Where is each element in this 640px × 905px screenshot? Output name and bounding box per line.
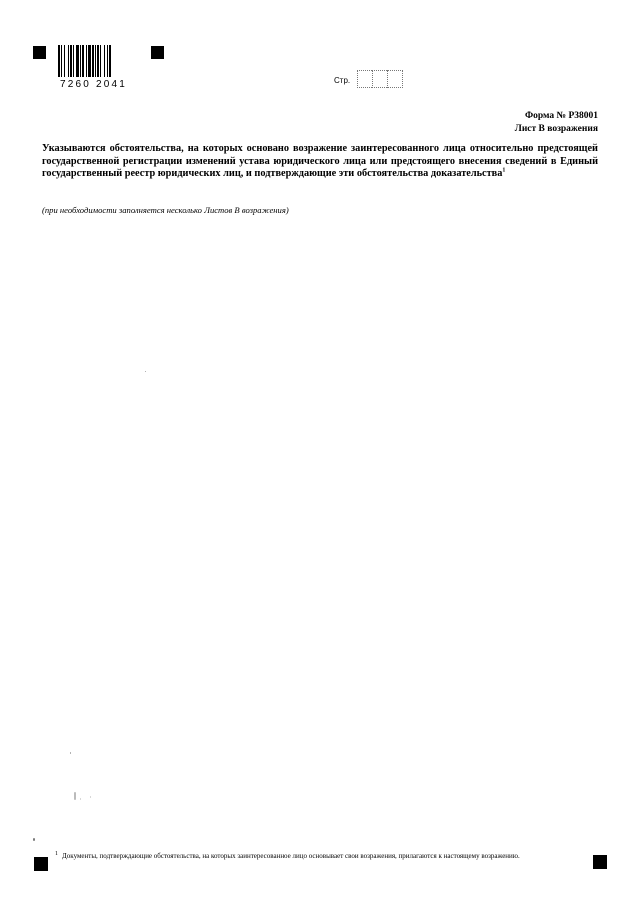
barcode-bar (68, 45, 69, 77)
footnote (55, 851, 572, 861)
barcode-bar (76, 45, 79, 77)
barcode-bar (100, 45, 101, 77)
footnote-mark: 1 (55, 851, 58, 857)
corner-marker-bottom-right (593, 855, 607, 869)
barcode-bar (82, 45, 84, 77)
scan-speck (74, 792, 76, 800)
corner-marker-top-left (33, 46, 46, 59)
page-number-cell[interactable] (372, 70, 387, 88)
barcode-bar (92, 45, 94, 77)
instruction-body: Указываются обстоятельства, на которых основано возражение заинтересованного лица относительно предстоящей государственной регистрации изменений устава юридического лица или предстоящего внесения сведений в Единый государственный реестр юридических лиц, и подтверждающие эти обстоятельства доказательства (42, 143, 598, 180)
corner-marker-bottom-left (34, 857, 48, 871)
barcode-bar (61, 45, 62, 77)
sheet-label: Лист В возражения (514, 124, 598, 134)
scan-speck (33, 838, 35, 841)
barcode-bar (95, 45, 96, 77)
footnote-text: Документы, подтверждающие обстоятельства, на которых заинтересованное лицо основывает свои возражения, прилагаются к настоящему возражению. (62, 852, 520, 860)
page-label: Стр. (334, 76, 351, 85)
barcode-bar (104, 45, 105, 77)
barcode-bar (107, 45, 108, 77)
page-number-cell[interactable] (387, 70, 403, 88)
form-number: Форма № Р38001 (524, 111, 598, 121)
barcode-bar (97, 45, 99, 77)
instruction-text (42, 143, 598, 181)
corner-marker-top-right (151, 46, 164, 59)
scan-speck (145, 371, 146, 372)
barcode-bar (80, 45, 81, 77)
barcode-bar (70, 45, 72, 77)
barcode-number: 7260 2041 (60, 79, 128, 90)
barcode-bar (64, 45, 65, 77)
barcode-bar (109, 45, 111, 77)
page-number-cell[interactable] (357, 70, 372, 88)
barcode-bar (73, 45, 74, 77)
footnote-reference: 1 (502, 167, 506, 174)
note-text: (при необходимости заполняется несколько Листов В возражения) (42, 205, 289, 215)
barcode-bar (88, 45, 91, 77)
form-header (515, 110, 598, 136)
scan-speck (90, 796, 91, 798)
scan-speck (80, 798, 81, 800)
barcode-icon (58, 45, 138, 77)
page-number-field[interactable] (357, 70, 403, 88)
barcode-bar (58, 45, 60, 77)
barcode-bar (86, 45, 87, 77)
scan-speck (70, 752, 71, 754)
